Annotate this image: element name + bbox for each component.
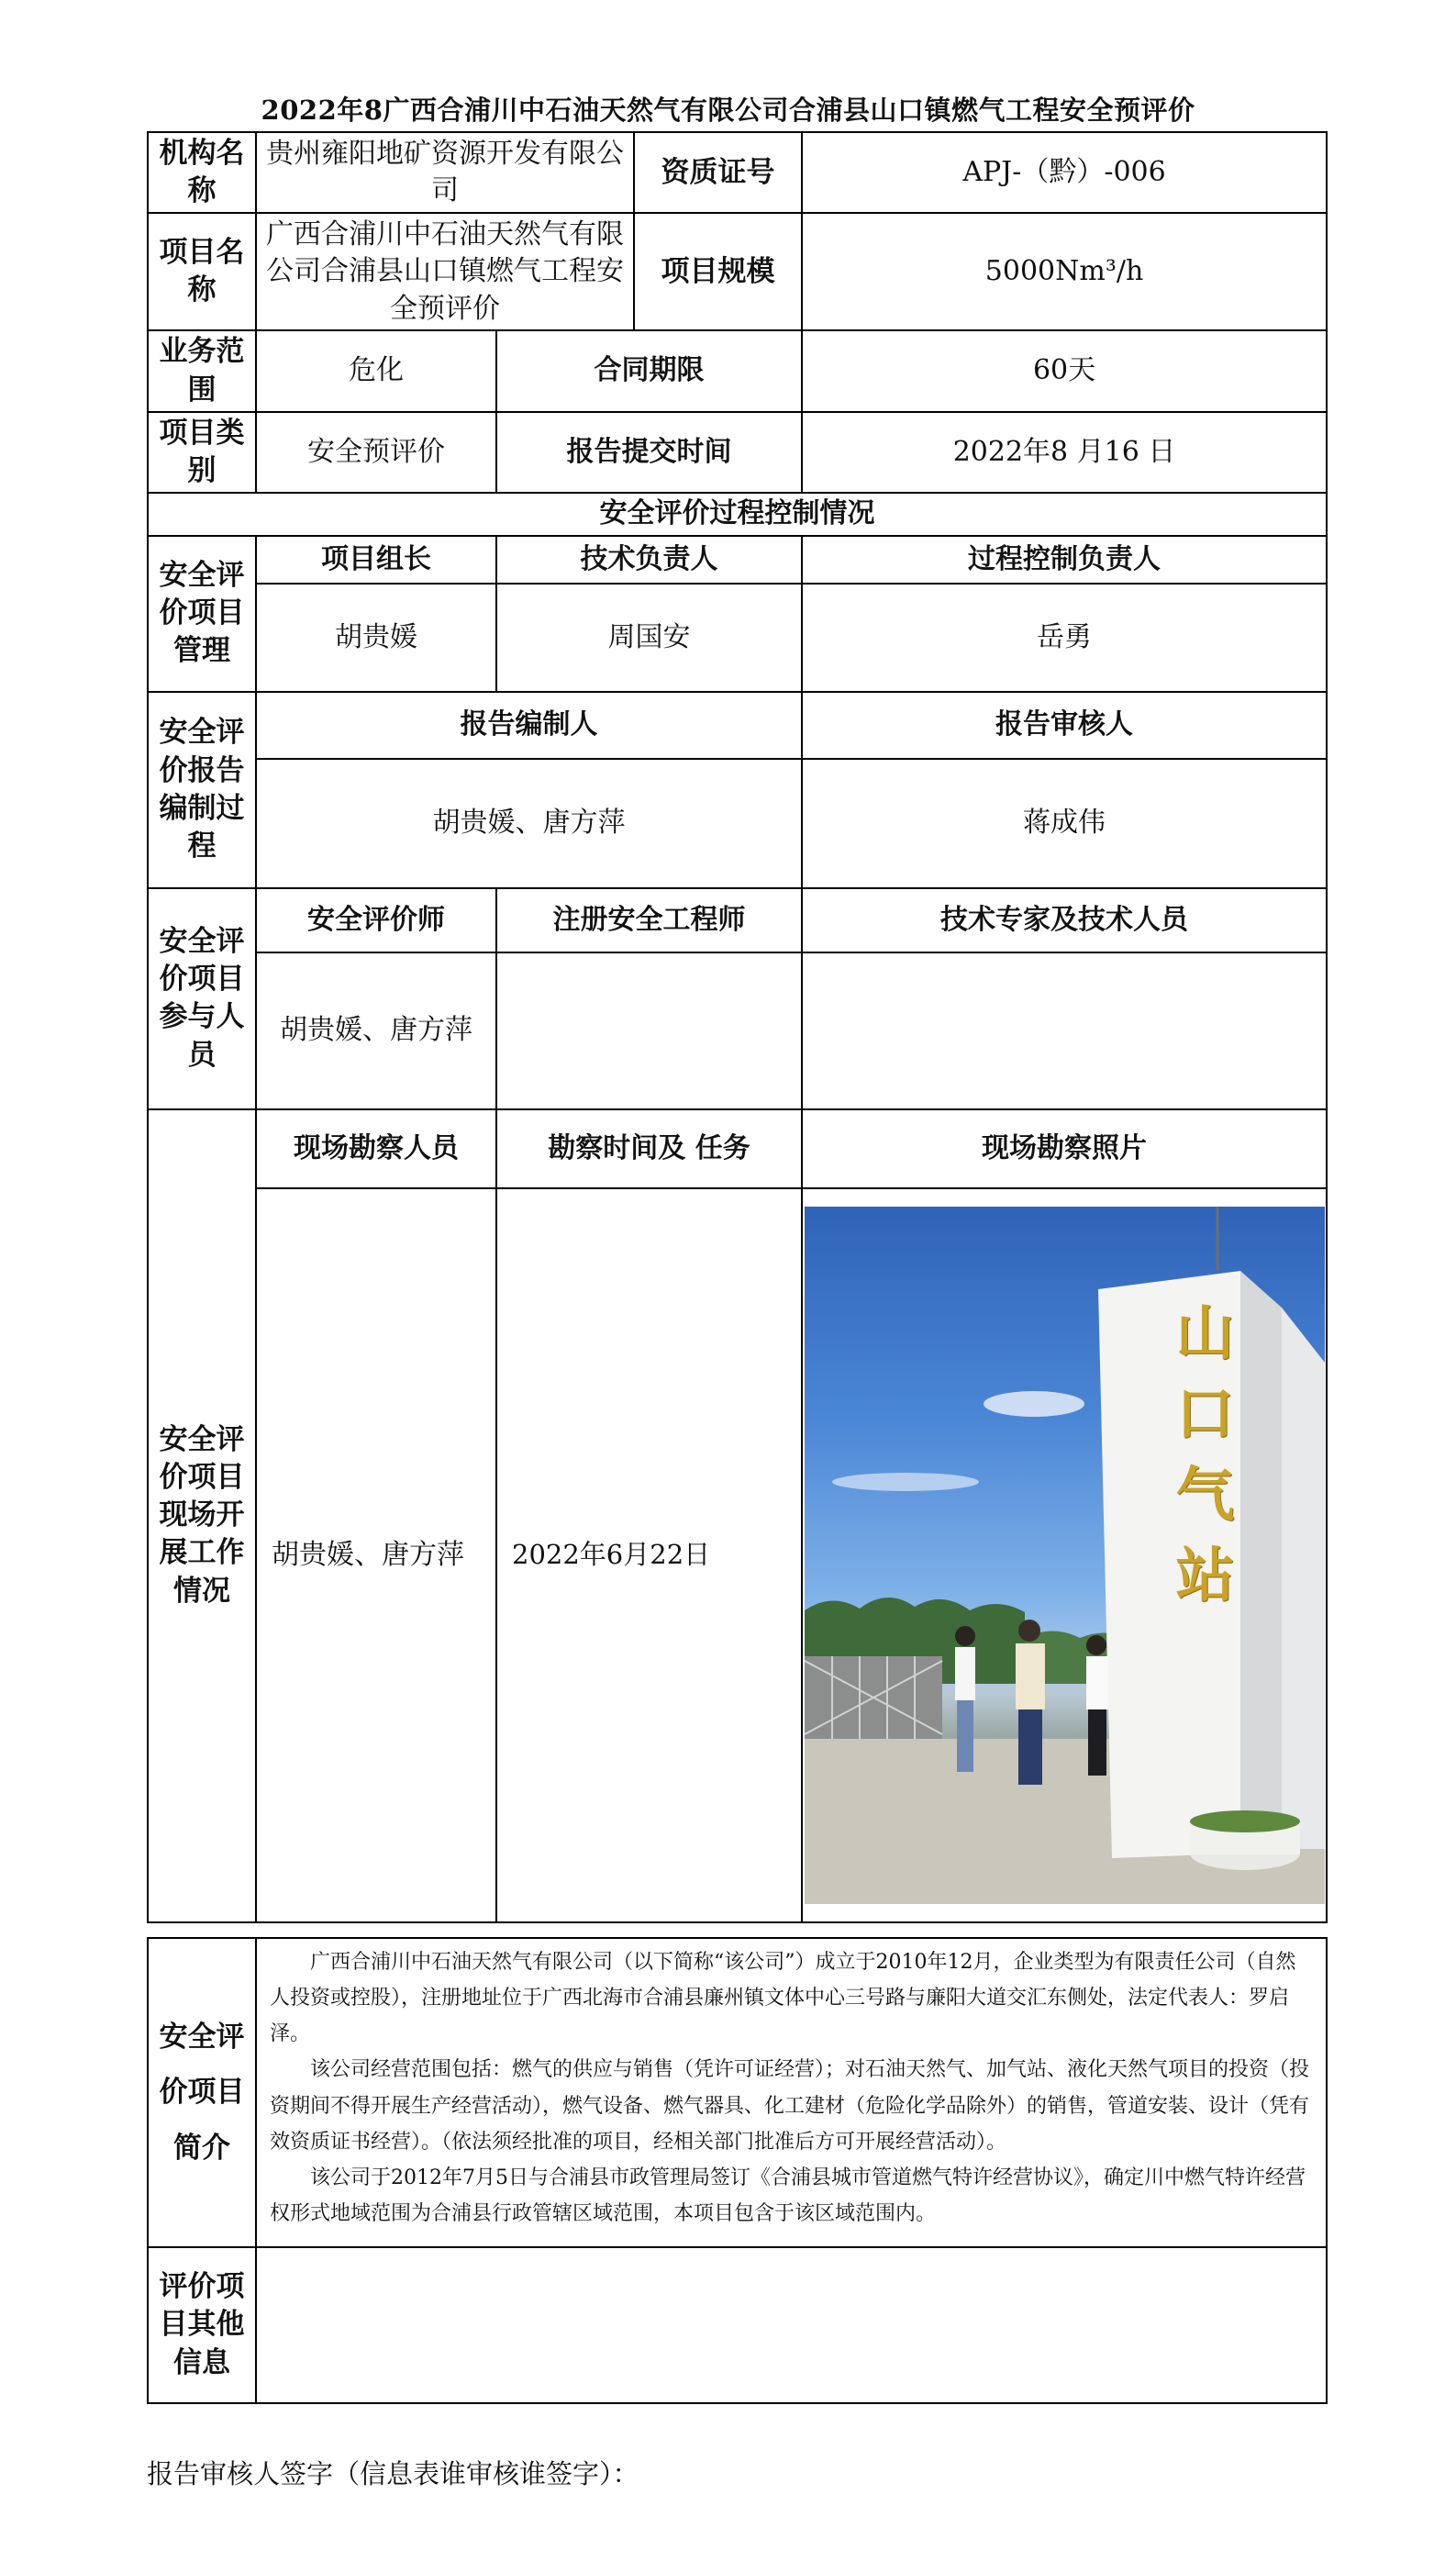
reviewer-value: 蒋成伟 xyxy=(802,759,1327,888)
cert-number: APJ-（黔）-006 xyxy=(802,132,1327,213)
process-control-header: 过程控制负责人 xyxy=(802,536,1327,584)
tech-lead-header: 技术负责人 xyxy=(496,536,802,584)
process-control-value: 岳勇 xyxy=(802,584,1327,692)
document-title: 2022年8广西合浦川中石油天然气有限公司合浦县山口镇燃气工程安全预评价 xyxy=(261,95,1195,126)
project-name-label: 项目名称 xyxy=(148,213,256,330)
intro-label: 安全评价项目简介 xyxy=(148,1938,256,2247)
surveyor-header: 现场勘察人员 xyxy=(256,1109,496,1188)
survey-time-value: 2022年6月22日 xyxy=(496,1188,802,1922)
other-info-label: 评价项目其他信息 xyxy=(148,2247,256,2403)
intro-paragraph-2: 该公司经营范围包括：燃气的供应与销售（凭许可证经营）；对石油天然气、加气站、液化天然气项目的投资（投资期间不得开展生产经营活动），燃气设备、燃气器具、化工建材（危险化学品除外）的销售，管道安装、设计（凭有效资质证书经营）。（依法须经批准的项目，经相关部门批准后方可开展经营活动）。 xyxy=(270,2058,1310,2154)
assessor-value: 胡贵媛、唐方萍 xyxy=(256,952,496,1109)
safety-engineer-value xyxy=(496,952,802,1109)
contract-label: 合同期限 xyxy=(496,330,802,411)
reviewer-signature-line: 报告审核人签字（信息表谁审核谁签字）： xyxy=(147,2458,639,2489)
info-table xyxy=(147,131,1328,1923)
tech-lead-value: 周国安 xyxy=(496,584,802,692)
scale-value: 5000Nm³/h xyxy=(802,213,1327,330)
survey-label: 安全评价项目现场开展工作情况 xyxy=(148,1109,256,1922)
submit-time-label: 报告提交时间 xyxy=(496,412,802,493)
cert-label: 资质证号 xyxy=(634,132,802,213)
scale-label: 项目规模 xyxy=(634,213,802,330)
compilation-label: 安全评价报告编制过程 xyxy=(148,692,256,888)
intro-table xyxy=(147,1937,1328,2404)
contract-value: 60天 xyxy=(802,330,1327,411)
assessor-header: 安全评价师 xyxy=(256,888,496,952)
team-leader-header: 项目组长 xyxy=(256,536,496,584)
site-survey-photo xyxy=(805,1207,1325,1904)
intro-paragraph-3: 该公司于2012年7月5日与合浦县市政管理局签订《合浦县城市管道燃气特许经营协议》，确定川中燃气特许经营权形式地域范围为合浦县行政管辖区域范围，本项目包含于该区域范围内。 xyxy=(270,2166,1306,2226)
project-name: 广西合浦川中石油天然气有限公司合浦县山口镇燃气工程安全预评价 xyxy=(256,213,634,330)
reviewer-header: 报告审核人 xyxy=(802,692,1327,759)
experts-value xyxy=(802,952,1327,1109)
surveyor-value: 胡贵媛、唐方萍 xyxy=(256,1188,496,1922)
survey-photo-cell xyxy=(802,1188,1327,1922)
team-leader-value: 胡贵媛 xyxy=(256,584,496,692)
participants-label: 安全评价项目参与人员 xyxy=(148,888,256,1109)
other-info-value xyxy=(256,2247,1327,2403)
safety-engineer-header: 注册安全工程师 xyxy=(496,888,802,952)
org-label: 机构名称 xyxy=(148,132,256,213)
intro-paragraph-1: 广西合浦川中石油天然气有限公司（以下简称“该公司”）成立于2010年12月，企业类型为有限责任公司（自然人投资或控股），注册地址位于广西北海市合浦县廉州镇文体中心三号路与廉阳大道交汇东侧处，法定代表人：罗启泽。 xyxy=(270,1951,1296,2046)
submit-time: 2022年8 月16 日 xyxy=(802,412,1327,493)
management-label: 安全评价项目管理 xyxy=(148,536,256,692)
compiler-value: 胡贵媛、唐方萍 xyxy=(256,759,802,888)
business-scope-label: 业务范围 xyxy=(148,330,256,411)
photo-sign-text: 山口气站 xyxy=(1175,1299,1235,1610)
process-header: 安全评价过程控制情况 xyxy=(148,493,1327,536)
project-type-label: 项目类别 xyxy=(148,412,256,493)
compiler-header: 报告编制人 xyxy=(256,692,802,759)
business-scope: 危化 xyxy=(256,330,496,411)
survey-photo-header: 现场勘察照片 xyxy=(802,1109,1327,1188)
org-name: 贵州雍阳地矿资源开发有限公司 xyxy=(256,132,634,213)
intro-text xyxy=(256,1938,1327,2247)
survey-time-header: 勘察时间及 任务 xyxy=(496,1109,802,1188)
project-type: 安全预评价 xyxy=(256,412,496,493)
experts-header: 技术专家及技术人员 xyxy=(802,888,1327,952)
